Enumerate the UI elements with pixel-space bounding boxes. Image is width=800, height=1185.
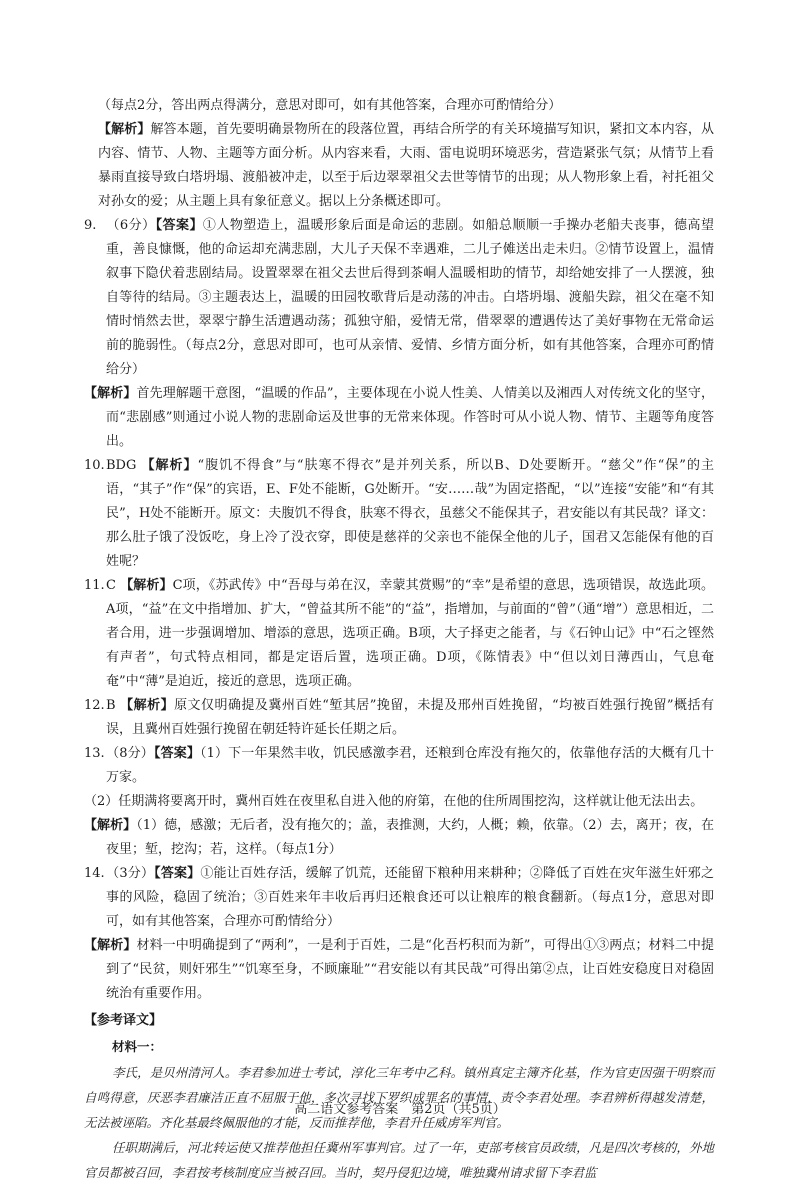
intro-analysis [84, 118, 714, 214]
translation-paragraph: 任职期满后，河北转运使又推荐他担任冀州军事判官。过了一年，吏部考核官员政绩，凡是四次考核的，外地官员都被召回，李君按考核制度应当被召回。当时，契丹侵犯边境，唯独冀州请求留下李君监 [84, 1140, 714, 1180]
question-10 [84, 454, 714, 574]
analysis-label: 【解析】 [98, 122, 151, 137]
answer-choice: B [106, 698, 116, 713]
question-14 [84, 862, 714, 1006]
analysis-text: 解答本题，首先要明确景物所在的段落位置，再结合所学的有关环境描写知识，紧扣文本内容，从内容、情节、人物、主题等方面分析。从内容来看，大雨、雷电说明环境恶劣，营造紧张气氛；从情节上看暴雨直接导致白塔坍塌、渡船被冲走，以至于后边翠翠祖父去世等情节的出现；从人物形象上看，衬托祖父对孙女的爱；从主题上具有象征意义。据以上分条概述即可。 [98, 122, 714, 209]
answer-text: ①能让百姓存活，缓解了饥荒，还能留下粮种用来耕种；②降低了百姓在灾年滋生奸邪之事的风险，稳固了统治；③百姓来年丰收后再归还粮食还可以让粮库的粮食翻新。（每点1分，意思对即可，如有其他答案，合理亦可酌情给分） [106, 866, 714, 929]
question-score: （3分） [106, 866, 155, 881]
analysis-label: 【解析】 [120, 698, 175, 713]
translation-subtitle: 材料一： [112, 1039, 163, 1054]
question-analysis [84, 814, 714, 862]
intro-scoring-note: （每点2分，答出两点得满分，意思对即可，如有其他答案，合理亦可酌情给分） [98, 98, 562, 113]
question-9 [84, 214, 714, 454]
answer-text: （1）下一年果然丰收，饥民感激李君，还粮到仓库没有拖欠的，依靠他存活的大概有几十万家。 [106, 746, 714, 785]
answer-choice: C [106, 578, 116, 593]
analysis-text: 原文仅明确提及冀州百姓“堑其居”挽留，未提及邢州百姓挽留，“均被百姓强行挽留”概括有误，且冀州百姓强行挽留在朝廷特许延长任期之后。 [106, 698, 714, 737]
analysis-text: 材料一中明确提到了“两利”，一是利于百姓，二是“化吾朽积而为新”，可得出①③两点；材料二中提到了“民贫，则奸邪生”“饥寒至身，不顾廉耻”“君安能以有其民哉”可得出第②点，让百姓安稳度日对稳固统治有重要作用。 [106, 938, 714, 1001]
question-12 [84, 694, 714, 742]
page-content [84, 94, 714, 1185]
analysis-label: 【解析】 [84, 818, 137, 833]
question-analysis [84, 934, 714, 1006]
question-number: 14. [84, 866, 105, 881]
analysis-label: 【解析】 [84, 386, 137, 401]
answer-label: 【答案】 [154, 866, 201, 881]
answer-label: 【答案】 [155, 218, 203, 233]
page-footer: 高二语文参考答案 第2页（共5页） [294, 1102, 506, 1117]
translation-paragraph: 李氏，是贝州清河人。李君参加进士考试，淳化三年考中乙科。镇州真定主簿齐化基，作为官吏因强干明察而自鸣得意，厌恶李君廉洁正直不屈服于他，多次寻找下罗织成罪名的事情，责令李君处理。李君辨析得越发清楚，无法被诬陷。齐化基最终佩服他的才能，反而推荐他，李君升任威虏军判官。 [84, 1065, 714, 1130]
analysis-label: 【解析】 [141, 458, 198, 473]
analysis-text: （1）德，感激；无后者，没有拖欠的；盖，表推测，大约，人概；赖，依靠。（2）去，离开；夜，在夜里；堑，挖沟；若，这样。（每点1分） [106, 818, 714, 857]
question-analysis [84, 382, 714, 454]
analysis-text: C项，《苏武传》中“吾母与弟在汉，幸蒙其赏赐”的“幸”是希望的意思，选项错误，故选此项。A项，“益”在文中指增加、扩大，“曾益其所不能”的“益”，指增加，与前面的“曾”（通“增”）意思相近，二者合用，进一步强调增加、增添的意思，选项正确。B项，大子择吏之能者，与《石钟山记》中“石之铿然有声者”，句式特点相同，都是定语后置，选项正确。D项，《陈情表》中“但以刘日薄西山，气息奄奄”中“薄”是迫近，接近的意思，选项正确。 [106, 578, 714, 689]
analysis-text: 首先理解题干意图，“温暖的作品”，主要体现在小说人性美、人情美以及湘西人对传统文化的坚守，而“悲剧感”则通过小说人物的悲剧命运及世事的无常来体现。作答时可从小说人物、情节、主题等角度答出。 [106, 386, 714, 449]
answer-text-part2: （2）任期满将要离开时，冀州百姓在夜里私自进入他的府第，在他的住所周围挖沟，这样就让他无法出去。 [84, 794, 704, 809]
answer-label: 【答案】 [153, 746, 200, 761]
question-score: （6分） [106, 218, 156, 233]
question-11 [84, 574, 714, 694]
analysis-text: “腹饥不得食”与“肤寒不得衣”是并列关系，所以B、D处要断开。“慈父”作“保”的主语，“其子”作“保”的宾语，E、F处不能断，G处断开。“安……哉”为固定搭配，“以”连接“安能”和“有其民”，H处不能断开。原文：夫腹饥不得食，肤寒不得衣，虽慈父不能保其子，君安能以有其民哉？译文：那么肚子饿了没饭吃，身上冷了没衣穿，即使是慈祥的父亲也不能保全他的儿子，国君又怎能保有他的百姓呢？ [106, 458, 714, 569]
question-13 [84, 742, 714, 862]
question-number: 9. [84, 218, 97, 233]
question-number: 11. [84, 578, 105, 593]
analysis-label: 【解析】 [120, 578, 173, 593]
question-number: 10. [84, 458, 105, 473]
question-score: （8分） [106, 746, 154, 761]
question-number: 12. [84, 698, 105, 713]
analysis-label: 【解析】 [84, 938, 137, 953]
answer-choice: BDG [106, 458, 137, 473]
question-number: 13. [84, 746, 105, 761]
answer-text: ①人物塑造上，温暖形象后面是命运的悲剧。如船总顺顺一手操办老船夫丧事，德高望重，善良慷慨，他的命运却充满悲剧，大儿子天保不幸遇难，二儿子傩送出走未归。②情节设置上，温情叙事下隐伏着悲剧结局。设置翠翠在祖父去世后得到茶峒人温暖相助的情节，却给她安排了一人摆渡，独自等待的结局。③主题表达上，温暖的田园牧歌背后是动荡的冲击。白塔坍塌、渡船失踪，祖父在毫不知情时悄然去世，翠翠宁静生活遭遇动荡；孤独守船，爱情无常，借翠翠的遭遇传达了美好事物在无常命运前的脆弱性。（每点2分，意思对即可，也可从亲情、爱情、乡情方面分析，如有其他答案，合理亦可酌情给分） [106, 218, 714, 377]
translation-title: 【参考译文】 [84, 1013, 163, 1028]
